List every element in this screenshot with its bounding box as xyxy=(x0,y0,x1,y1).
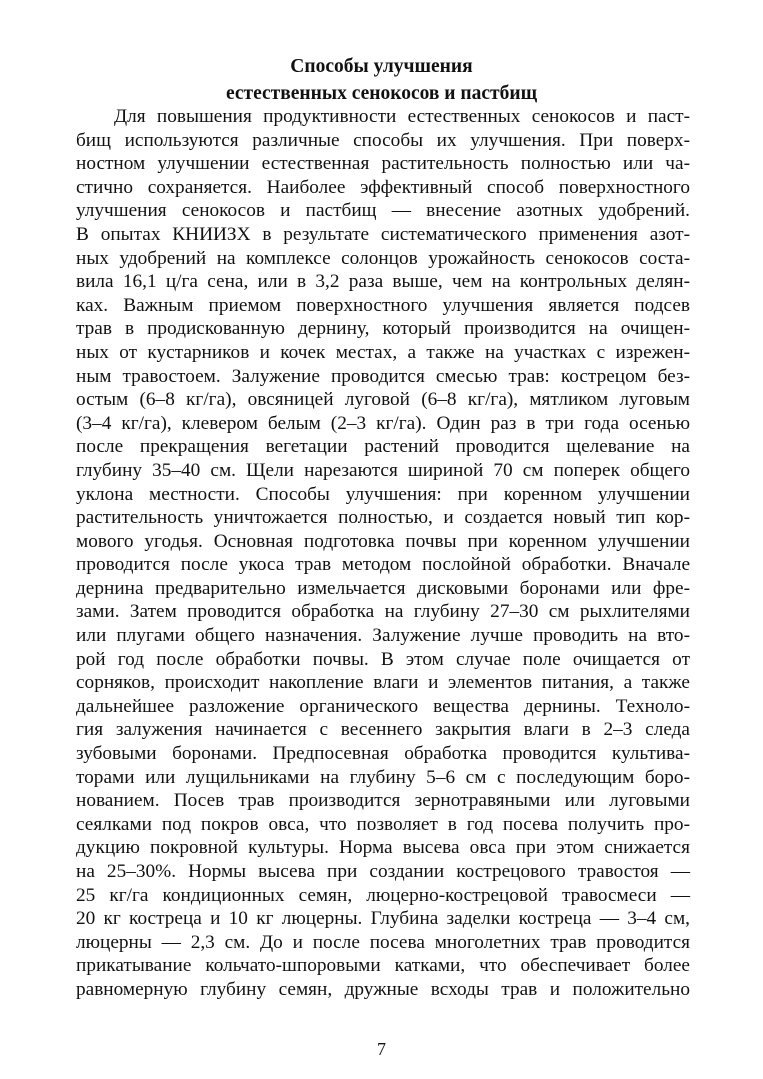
text-line: вила 16,1 ц/га сена, или в 3,2 раза выше, чем на контрольных делян- xyxy=(76,271,690,293)
text-line: проводится после укоса трав методом послойной обработки. Вначале xyxy=(76,554,690,576)
text-line: дальнейшее разложение органического вещества дернины. Техноло- xyxy=(76,695,690,717)
section-title xyxy=(0,53,763,107)
text-line: улучшения сенокосов и пастбищ — внесение азотных удобрений. xyxy=(76,200,690,222)
text-line: В опытах КНИИЗХ в результате систематического применения азот- xyxy=(76,223,690,245)
text-line: зубовыми боронами. Предпосевная обработка проводится культива- xyxy=(76,743,690,765)
text-line: ных удобрений на комплексе солонцов урожайность сенокосов соста- xyxy=(76,247,690,269)
text-line: ностном улучшении естественная растительность полностью или ча- xyxy=(76,153,690,175)
text-line: ных от кустарников и кочек местах, а также на участках с изрежен- xyxy=(76,341,690,363)
text-line: гия залужения начинается с весеннего закрытия влаги в 2–3 следа xyxy=(76,719,690,741)
text-line: (3–4 кг/га), клевером белым (2–3 кг/га). Один раз в три года осенью xyxy=(76,412,690,434)
text-line: нованием. Посев трав производится зернотравяными или луговыми xyxy=(76,790,690,812)
text-line: мового угодья. Основная подготовка почвы при коренном улучшении xyxy=(76,530,690,552)
text-line: равномерную глубину семян, дружные всходы трав и положительно xyxy=(76,978,690,1000)
text-line: уклона местности. Способы улучшения: при коренном улучшении xyxy=(76,483,690,505)
text-line: 25 кг/га кондиционных семян, люцерно-кострецовой травосмеси — xyxy=(76,884,690,906)
text-line: сорняков, происходит накопление влаги и элементов питания, а также xyxy=(76,672,690,694)
page-number: 7 xyxy=(377,1039,386,1059)
text-line: рой год после обработки почвы. В этом случае поле очищается от xyxy=(76,648,690,670)
text-line: ках. Важным приемом поверхностного улучшения является подсев xyxy=(76,294,690,316)
text-line: дукцию покровной культуры. Норма высева овса при этом снижается xyxy=(76,837,690,859)
text-line: или плугами общего назначения. Залужение лучше проводить на вто- xyxy=(76,625,690,647)
text-line: люцерны — 2,3 см. До и после посева многолетних трав проводится xyxy=(76,931,690,953)
text-line: дернина предварительно измельчается дисковыми боронами или фре- xyxy=(76,577,690,599)
text-line: трав в продискованную дернину, который производится на очищен- xyxy=(76,318,690,340)
text-line: глубину 35–40 см. Щели нарезаются шириной 70 см поперек общего xyxy=(76,459,690,481)
text-line: бищ используются различные способы их улучшения. При поверх- xyxy=(76,129,690,151)
text-line: стично сохраняется. Наиболее эффективный способ поверхностного xyxy=(76,176,690,198)
text-line: после прекращения вегетации растений проводится щелевание на xyxy=(76,436,690,458)
text-line: Для повышения продуктивности естественных сенокосов и паст- xyxy=(114,106,690,127)
text-line: растительность уничтожается полностью, и создается новый тип кор- xyxy=(76,507,690,529)
text-line: зами. Затем проводится обработка на глубину 27–30 см рыхлителями xyxy=(76,601,690,623)
text-line: 20 кг костреца и 10 кг люцерны. Глубина заделки костреца — 3–4 см, xyxy=(76,908,690,930)
section-title-line-1: Способы улучшения xyxy=(290,56,473,77)
text-line: на 25–30%. Нормы высева при создании кострецового травостоя — xyxy=(76,861,690,882)
text-line: ным травостоем. Залужение проводится смесью трав: кострецом без- xyxy=(76,365,690,387)
text-line: торами или лущильниками на глубину 5–6 см с последующим боро- xyxy=(76,766,690,788)
section-title-line-2: естественных сенокосов и пастбищ xyxy=(225,83,538,104)
text-line: остым (6–8 кг/га), овсяницей луговой (6–8 кг/га), мятликом луговым xyxy=(76,389,690,411)
text-line: прикатывание кольчато-шпоровыми катками, что обеспечивает более xyxy=(76,955,690,977)
text-line: сеялками под покров овса, что позволяет в год посева получить про- xyxy=(76,813,690,835)
body-paragraph xyxy=(76,105,690,1002)
